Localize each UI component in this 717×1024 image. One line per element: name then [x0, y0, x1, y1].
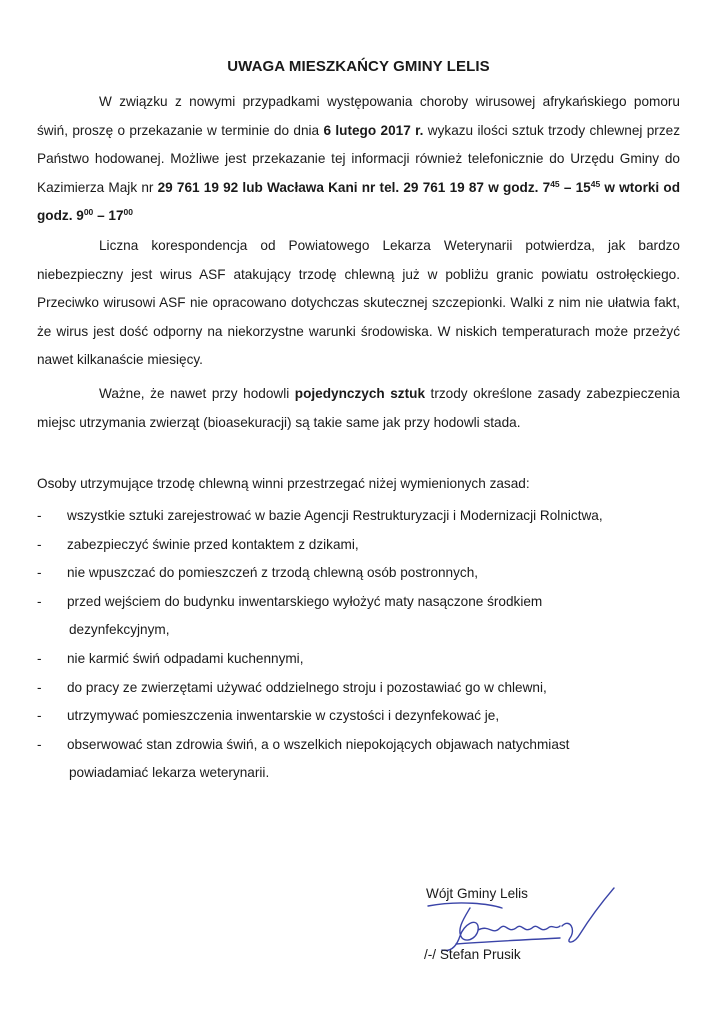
list-item: - zabezpieczyć świnie przed kontaktem z dzikami,	[37, 536, 359, 552]
list-item: - utrzymywać pomieszczenia inwentarskie w czystości i dezynfekować je,	[37, 708, 500, 724]
paragraph-biosecurity: Ważne, że nawet przy hodowli pojedynczych sztuk trzody określone zasady zabezpieczenia miejsc utrzymania zwierząt (bioasekuracji) są takie same jak przy hodowli stada.	[37, 386, 680, 430]
list-item: - przed wejściem do budynku inwentarskiego wyłożyć maty nasączone środkiem dezynfekcyjnym,	[37, 593, 543, 638]
list-item: - nie wpuszczać do pomieszczeń z trzodą chlewną osób postronnych,	[37, 565, 479, 581]
paragraph-asf-warning: Liczna korespondencja od Powiatowego Lekarza Weterynarii potwierdza, jak bardzo niebezpieczny jest wirus ASF atakujący trzodę chlewną już w pobliżu granic powiatu ostrołęckiego. Przeciwko wirusowi ASF nie opracowano dotychczas skutecznej szczepionki. Walki z nim nie ułatwia fakt, że wirus jest dość odporny na niekorzystne warunki środowiska. W niskich temperaturach może przeżyć nawet kilkanaście miesięcy.	[37, 238, 680, 368]
list-item: - do pracy ze zwierzętami używać oddzielnego stroju i pozostawiać go w chlewni,	[37, 679, 547, 695]
emphasis-single-animals: pojedynczych sztuk	[294, 386, 425, 401]
signature-title: Wójt Gminy Lelis	[426, 886, 528, 901]
contact-phones: 29 761 19 92 lub Wacława Kani nr tel. 29 761 19 87 w godz. $7^{45} - 15^{45}$ w wtorki od godz. $9^{00} - 17^{00}$	[37, 178, 681, 224]
p1-text-2: wykazu ilości sztuk trzody chlewnej przez Państwo hodowanej. Możliwe jest przekazanie tej informacji również telefonicznie do Urzędu Gminy do Kazimierza Majk nr	[37, 122, 680, 195]
page-title: UWAGA MIESZKAŃCY GMINY LELIS	[227, 58, 490, 75]
paragraph-announcement	[37, 88, 680, 231]
list-item: - nie karmić świń odpadami kuchennymi,	[37, 650, 304, 666]
signatory-name: /-/ Stefan Prusik	[424, 947, 521, 962]
list-item: - obserwować stan zdrowia świń, a o wszelkich niepokojących objawach natychmiast powiadamiać lekarza weterynarii.	[37, 736, 570, 781]
rules-list	[37, 502, 677, 788]
paragraph-rules-intro: Osoby utrzymujące trzodę chlewną winni przestrzegać niżej wymienionych zasad:	[37, 476, 530, 491]
deadline-date: 6 lutego 2017 r.	[323, 122, 424, 138]
p1-text-1: W związku z nowymi przypadkami występowania choroby wirusowej afrykańskiego pomoru świń, proszę o przekazanie w terminie do dnia	[37, 94, 680, 138]
list-item: - wszystkie sztuki zarejestrować w bazie Agencji Restrukturyzacji i Modernizacji Rolnictwa,	[37, 508, 603, 523]
